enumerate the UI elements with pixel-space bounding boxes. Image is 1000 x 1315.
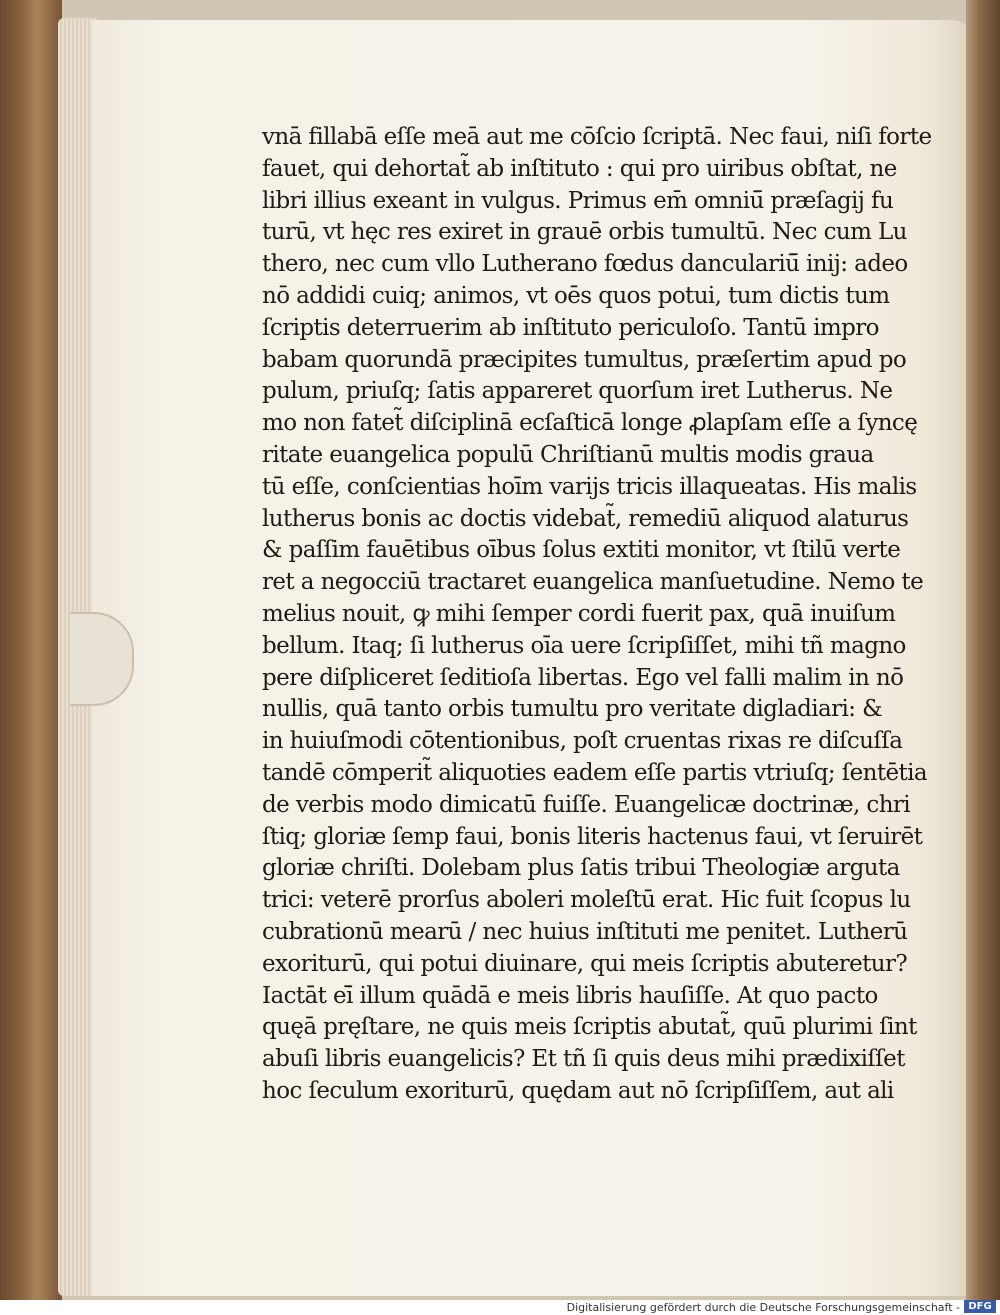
text-line: tū eſſe, conſcientias hoīm varijs tricis illaqueatas. His malis <box>262 473 917 500</box>
text-line: babam quorundā præcipites tumultus, præſertim apud po <box>262 346 907 373</box>
text-line: ritate euangelica populū Chriſtianū multis modis graua <box>262 441 874 468</box>
text-line: hoc ſeculum exoriturū, quędam aut nō ſcripſiſſem, aut ali <box>262 1077 894 1104</box>
text-line: tandē cōmperit̃ aliquoties eadem eſſe partis vtriuſq; ſentētia <box>262 759 928 786</box>
text-line: gloriæ chriſti. Dolebam plus ſatis tribui Theologiæ arguta <box>262 855 900 882</box>
text-line: in huiuſmodi cōtentionibus, poſt cruentas rixas re diſcuſſa <box>262 728 903 755</box>
text-line: bellum. Itaq; ſi lutherus oīa uere ſcripſiſſet, mihi tñ magno <box>262 632 906 659</box>
text-line: libri illius exeant in vulgus. Primus em̄ omniū̄ præſagij fu <box>262 187 894 214</box>
text-line: cubrationū mearū / nec huius inſtituti me penitet. Lutherū <box>262 918 908 945</box>
text-line: pulum, priuſq; ſatis appareret quorſum iret Lutherus. Ne <box>262 378 893 405</box>
right-binding <box>966 0 1000 1300</box>
text-line: vnā fillabā eſſe meā aut me cōſcio ſcriptā. Nec faui, niſi forte <box>262 124 932 150</box>
text-line: trici: veterē prorſus aboleri moleſtū erat. Hic fuit ſcopus lu <box>262 887 911 914</box>
text-line: Iactāt eī̄ illum quādā e meis libris hauſiſſe. At quo pacto <box>262 982 878 1009</box>
text-line: lutherus bonis ac doctis videbat̃, remediū aliquod alaturus <box>262 505 909 532</box>
text-line: de verbis modo dimicatū fuiſſe. Euangelicæ doctrinæ, chri <box>262 791 911 818</box>
text-line: melius nouit, ꝙ mihi ſemper cordi fuerit pax, quā inuiſum <box>262 600 896 627</box>
text-line: fauet, qui dehortat̃ ab inſtituto : qui pro uiribus obſtat, ne <box>262 155 897 182</box>
text-line: quęā pręſtare, ne quis meis ſcriptis abutat̃, quū plurimi ſint <box>262 1014 917 1041</box>
text-line: thero, nec cum vllo Lutherano fœdus danculariū̄ inij: adeo <box>262 251 908 278</box>
text-line: exoriturū, qui potui diuinare, qui meis ſcriptis abuteretur? <box>262 950 908 977</box>
footer-bar <box>0 1300 1000 1315</box>
text-line: abuſi libris euangelicis? Et tñ ſi quis deus mihi prædixiſſet <box>262 1046 905 1073</box>
digitization-credit: Digitalisierung gefördert durch die Deutsche Forschungsgemeinschaft - <box>566 1301 960 1314</box>
text-line: mo non fatet̃ diſciplinā ecſaſticā longe ꝓlapſam eſſe a ſyncę <box>262 410 918 437</box>
text-line: ſcriptis deterruerim ab inſtituto periculoſo. Tantū impro <box>262 314 879 341</box>
left-binding <box>0 0 62 1300</box>
bookmark-ribbon <box>70 612 134 706</box>
text-line: ret a negocciū tractaret euangelica manſuetudine. Nemo te <box>262 569 924 596</box>
text-line: ſtiq; gloriæ ſemp faui, bonis literis hactenus faui, vt ſeruirēt <box>262 823 923 850</box>
text-line: & paſſim fauētibus oībus ſolus extiti monitor, vt ſtilū verte <box>262 537 901 564</box>
dfg-logo: DFG <box>964 1300 996 1313</box>
text-line: nō addidi cuiq; animos, vt oēs quos potui, tum dictis tum <box>262 282 890 309</box>
text-line: nullis, quā tanto orbis tumultu pro veritate digladiari: & <box>262 696 882 723</box>
text-line: pere diſpliceret ſeditioſa libertas. Ego vel falli malim in nō <box>262 664 904 691</box>
text-line: turū, vt hęc res exiret in grauē orbis tumultū. Nec cum Lu <box>262 219 907 246</box>
page-text <box>262 122 962 1108</box>
